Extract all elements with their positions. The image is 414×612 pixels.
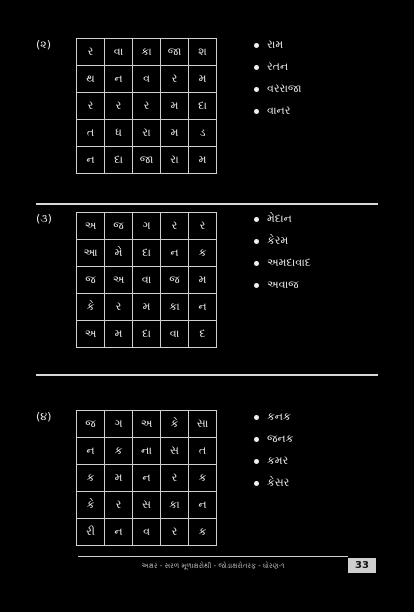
bullet-icon (254, 43, 259, 48)
bullet-icon (254, 283, 259, 288)
word-item (254, 82, 302, 104)
grid-cell: કા (133, 39, 161, 66)
bullet-icon (254, 261, 259, 266)
grid-cell: કા (161, 492, 189, 519)
grid-cell: દા (133, 321, 161, 348)
grid-row (77, 240, 217, 267)
grid-cell: દા (105, 147, 133, 174)
grid-cell: ક (77, 465, 105, 492)
grid-row (77, 519, 217, 546)
letter-grid (76, 38, 217, 174)
grid-cell: ર (161, 465, 189, 492)
grid-cell: ન (189, 294, 217, 321)
grid-cell: રા (133, 120, 161, 147)
grid-cell: મ (105, 465, 133, 492)
grid-cell: જા (161, 39, 189, 66)
letter-grid (76, 212, 217, 348)
grid-cell: ર (161, 66, 189, 93)
grid-cell: ન (105, 519, 133, 546)
grid-cell: ત (77, 120, 105, 147)
puzzle-number: (૩) (36, 212, 52, 225)
word-text: વાનર (267, 104, 291, 117)
grid-row (77, 213, 217, 240)
grid-cell: મ (189, 147, 217, 174)
grid-cell: જ (105, 213, 133, 240)
grid-cell: મ (189, 66, 217, 93)
grid-cell: ન (105, 66, 133, 93)
grid-cell: દા (189, 93, 217, 120)
grid-cell: જ (77, 267, 105, 294)
grid-cell: ન (77, 438, 105, 465)
bullet-icon (254, 217, 259, 222)
grid-cell: ર (161, 519, 189, 546)
word-text: વરરાજા (267, 82, 302, 95)
grid-cell: ન (133, 465, 161, 492)
grid-cell: સ (161, 438, 189, 465)
word-item (254, 60, 302, 82)
grid-cell: અ (133, 411, 161, 438)
grid-row (77, 39, 217, 66)
word-item (254, 212, 311, 234)
grid-row (77, 492, 217, 519)
bullet-icon (254, 481, 259, 486)
bullet-icon (254, 109, 259, 114)
grid-cell: મ (105, 321, 133, 348)
grid-cell: સા (189, 411, 217, 438)
grid-cell: દ (189, 321, 217, 348)
grid-cell: ગ (133, 213, 161, 240)
grid-cell: સ (133, 492, 161, 519)
word-text: કનક (267, 410, 291, 423)
grid-row (77, 438, 217, 465)
grid-cell: મે (105, 240, 133, 267)
word-text: કેરમ (267, 234, 289, 247)
word-item (254, 38, 302, 60)
grid-cell: ક (189, 519, 217, 546)
grid-cell: ન (189, 492, 217, 519)
grid-cell: ર (105, 294, 133, 321)
puzzle-number: (૪) (36, 410, 52, 423)
grid-cell: ન (77, 147, 105, 174)
bullet-icon (254, 415, 259, 420)
grid-cell: વ (133, 66, 161, 93)
word-item (254, 278, 311, 300)
bullet-icon (254, 459, 259, 464)
grid-cell: અ (77, 213, 105, 240)
word-item (254, 104, 302, 126)
grid-cell: ક (105, 438, 133, 465)
grid-cell: ર (77, 39, 105, 66)
grid-cell: રી (77, 519, 105, 546)
bullet-icon (254, 239, 259, 244)
grid-cell: થ (77, 66, 105, 93)
grid-cell: મ (189, 267, 217, 294)
grid-cell: ના (133, 438, 161, 465)
grid-row (77, 294, 217, 321)
grid-cell: ક (189, 465, 217, 492)
section-divider (36, 374, 378, 376)
grid-row (77, 120, 217, 147)
grid-cell: કા (161, 294, 189, 321)
grid-row (77, 93, 217, 120)
word-list (254, 410, 293, 498)
word-text: રતન (267, 60, 289, 73)
grid-row (77, 147, 217, 174)
word-item (254, 410, 293, 432)
word-text: કમર (267, 454, 289, 467)
grid-cell: ગ (105, 411, 133, 438)
grid-row (77, 66, 217, 93)
grid-cell: વા (105, 39, 133, 66)
grid-cell: ર (105, 93, 133, 120)
bullet-icon (254, 65, 259, 70)
bullet-icon (254, 87, 259, 92)
grid-cell: ર (105, 492, 133, 519)
word-list (254, 212, 311, 300)
grid-cell: ન (161, 240, 189, 267)
grid-cell: કે (161, 411, 189, 438)
word-item (254, 234, 311, 256)
letter-grid (76, 410, 217, 546)
footer-text: અક્ષર - સરળ મૂળાક્ષરોથી - જોડાક્ષરોતરફ - ધોરણ-૧ (141, 562, 285, 570)
word-text: કેસર (267, 476, 290, 489)
grid-row (77, 411, 217, 438)
grid-cell: કે (77, 294, 105, 321)
word-text: મેદાન (267, 212, 292, 225)
puzzle-number: (૨) (36, 38, 52, 51)
grid-row (77, 267, 217, 294)
grid-cell: આ (77, 240, 105, 267)
page-number: 33 (348, 558, 376, 573)
word-text: રામ (267, 38, 284, 51)
grid-cell: ત (189, 438, 217, 465)
grid-cell: ર (189, 213, 217, 240)
grid-cell: રા (161, 147, 189, 174)
word-item (254, 476, 293, 498)
grid-cell: વ (133, 519, 161, 546)
word-item (254, 432, 293, 454)
word-item (254, 454, 293, 476)
grid-cell: કે (77, 492, 105, 519)
grid-cell: મ (161, 120, 189, 147)
grid-cell: ધ (105, 120, 133, 147)
word-text: અમદાવાદ (267, 256, 311, 269)
grid-cell: ર (77, 93, 105, 120)
bullet-icon (254, 437, 259, 442)
grid-cell: મ (133, 294, 161, 321)
grid-cell: જ (161, 267, 189, 294)
grid-cell: દા (133, 240, 161, 267)
grid-cell: ડ (189, 120, 217, 147)
grid-cell: ર (161, 213, 189, 240)
grid-row (77, 321, 217, 348)
word-list (254, 38, 302, 126)
grid-cell: વા (133, 267, 161, 294)
section-divider (36, 203, 378, 205)
grid-cell: અ (105, 267, 133, 294)
grid-cell: મ (161, 93, 189, 120)
word-text: અવાજ (267, 278, 299, 291)
grid-cell: શ (189, 39, 217, 66)
word-item (254, 256, 311, 278)
footer-divider (78, 556, 348, 557)
grid-cell: જ (77, 411, 105, 438)
grid-cell: ર (133, 93, 161, 120)
word-text: જનક (267, 432, 294, 445)
grid-row (77, 465, 217, 492)
grid-cell: વા (161, 321, 189, 348)
grid-cell: ક (189, 240, 217, 267)
grid-cell: અ (77, 321, 105, 348)
grid-cell: જા (133, 147, 161, 174)
